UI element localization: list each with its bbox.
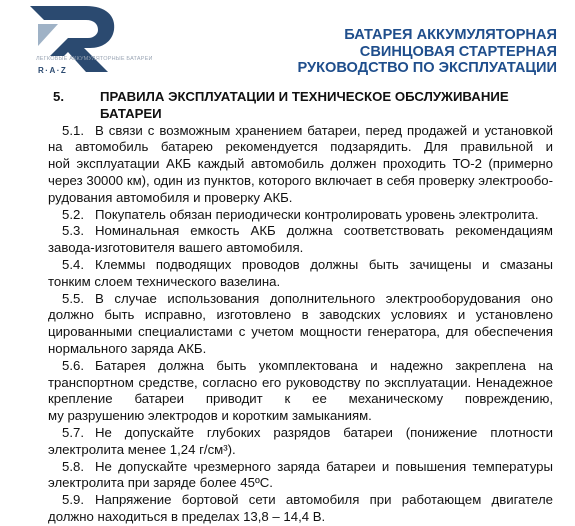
rule-text: должно быть исправно, изготовлено в заводских условиях и установлено xyxy=(48,307,553,323)
rule-text: электролита менее 1,24 г/см³). xyxy=(48,441,236,457)
section-heading xyxy=(48,89,553,123)
rule-number: 5.9. xyxy=(62,492,84,508)
document-title-line: БАТАРЕЯ АККУМУЛЯТОРНАЯ xyxy=(344,27,557,43)
rule-line xyxy=(48,408,553,425)
rule-text: Покупатель обязан периодически контролировать уровень электролита. xyxy=(95,206,539,222)
section-title xyxy=(100,89,553,123)
rule-text: электролита при заряде более 45ºС. xyxy=(48,475,273,491)
logo-caption: ЛЕГКОВЫЕ АККУМУЛЯТОРНЫЕ БАТАРЕИ xyxy=(36,56,153,62)
rule-number: 5.6. xyxy=(62,357,84,373)
logo-brand: R·A·Z xyxy=(38,66,68,75)
section-number: 5. xyxy=(53,89,64,104)
rule-line xyxy=(48,274,553,291)
rule-line xyxy=(48,425,553,442)
rule-line xyxy=(48,139,553,156)
rule-line xyxy=(48,257,553,274)
rule-text: крепление батареи приводит к ее механическому повреждению, xyxy=(48,391,553,407)
rule-number: 5.7. xyxy=(62,424,84,440)
section-title-line: БАТАРЕИ xyxy=(100,105,162,121)
rule-line xyxy=(48,358,553,375)
rule-line xyxy=(48,509,553,526)
rule-line xyxy=(48,223,553,240)
rule-line xyxy=(48,190,553,207)
raz-logo-icon xyxy=(28,2,122,74)
rule-line xyxy=(48,442,553,459)
rule-text: транспортном средстве, согласно его руководству по эксплуатации. Ненадежное xyxy=(48,374,553,390)
section-content xyxy=(48,89,553,526)
rule-line xyxy=(48,207,553,224)
rule-text: на автомобиль батарею рекомендуется подзарядить. Для правильной и xyxy=(48,139,553,155)
rule-line xyxy=(48,291,553,308)
page-header xyxy=(0,0,575,80)
rule-text: рудования автомобиля и проверку АКБ. xyxy=(48,189,293,205)
rule-text: му разрушению электродов и коротким замыканиям. xyxy=(48,408,372,424)
rule-line xyxy=(48,341,553,358)
rule-text: В случае использования дополнительного электрооборудования оно xyxy=(95,290,553,306)
rule-number: 5.2. xyxy=(62,206,84,222)
rule-line xyxy=(48,156,553,173)
section-title-line: ПРАВИЛА ЭКСПЛУАТАЦИИ И ТЕХНИЧЕСКОЕ ОБСЛУЖИВАНИЕ xyxy=(100,89,509,104)
rule-line xyxy=(48,459,553,476)
rule-text: тонким слоем технического вазелина. xyxy=(48,273,281,289)
rule-number: 5.3. xyxy=(62,223,84,239)
rule-line xyxy=(48,173,553,190)
rule-text: завода-изготовителя вашего автомобиля. xyxy=(48,240,304,256)
rule-number: 5.8. xyxy=(62,458,84,474)
rule-line xyxy=(48,324,553,341)
rule-line xyxy=(48,240,553,257)
document-title xyxy=(297,27,557,77)
rule-number: 5.1. xyxy=(62,122,84,138)
rule-text: нормального заряда АКБ. xyxy=(48,340,207,356)
rule-line xyxy=(48,475,553,492)
rule-line xyxy=(48,492,553,509)
rule-text: Клеммы подводящих проводов должны быть зачищены и смазаны xyxy=(95,256,553,272)
rule-text: должно находиться в пределах 13,8 – 14,4 В. xyxy=(48,508,326,524)
rule-line xyxy=(48,391,553,408)
rules-list xyxy=(48,123,553,526)
rule-number: 5.4. xyxy=(62,256,84,272)
rule-text: ной эксплуатации АКБ каждый автомобиль должен проходить ТО-2 (примерно xyxy=(48,156,553,172)
document-title-line: СВИНЦОВАЯ СТАРТЕРНАЯ xyxy=(359,43,557,60)
rule-text: через 30000 км), один из пунктов, которого включает в себя проверку электрообо- xyxy=(48,172,553,188)
rule-line xyxy=(48,375,553,392)
rule-line xyxy=(48,307,553,324)
rule-line xyxy=(48,123,553,140)
rule-text: Напряжение бортовой сети автомобиля при работающем двигателе xyxy=(95,492,553,508)
rule-text: Батарея должна быть укомплектована и надежно закреплена на xyxy=(95,357,553,373)
rule-text: цированными специалистами с учетом мощности генератора, для обеспечения xyxy=(48,324,553,340)
rule-text: Номинальная емкость АКБ должна соответствовать рекомендациям xyxy=(95,223,553,239)
rule-text: Не допускайте чрезмерного заряда батареи и повышения температуры xyxy=(95,458,553,474)
document-title-line: РУКОВОДСТВО ПО ЭКСПЛУАТАЦИИ xyxy=(297,60,557,76)
rule-text: В связи с возможным хранением батареи, перед продажей и установкой xyxy=(95,122,553,138)
rule-text: Не допускайте глубоких разрядов батареи (понижение плотности xyxy=(95,424,553,440)
rule-number: 5.5. xyxy=(62,290,84,306)
